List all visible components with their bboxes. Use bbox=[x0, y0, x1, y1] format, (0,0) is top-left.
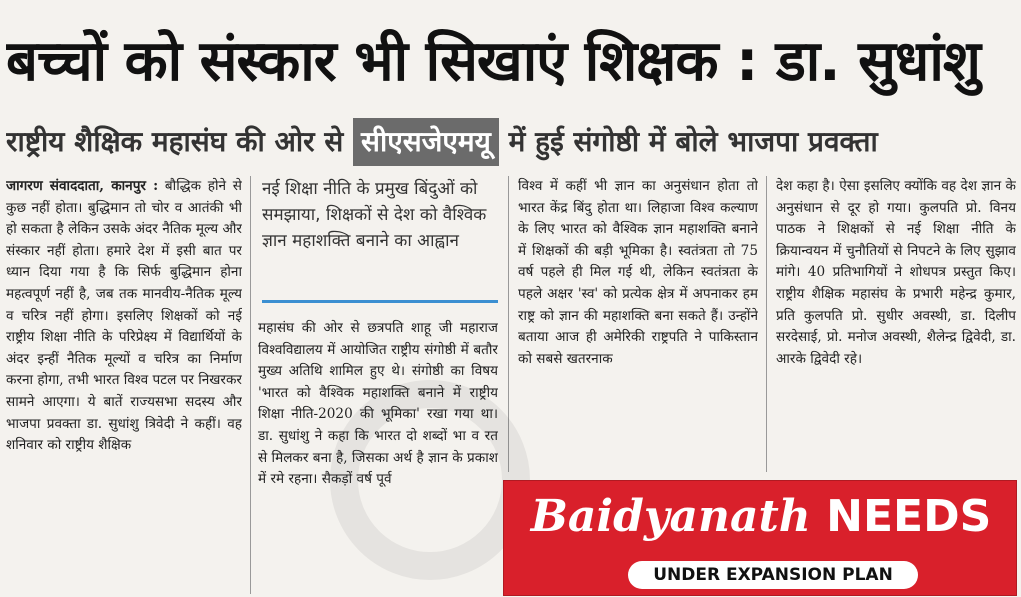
article-text-4: देश कहा है। ऐसा इसलिए क्योंकि वह देश ज्ञान के अनुसंधान से दूर हो गया। कुलपति प्रो. विनय पाठक ने शिक्षकों से नई शिक्षा नीति के क्रियान्वयन में चुनौतियों से निपटने के लिए सुझाव मांगे। 40 प्रतिभागियों ने शोधपत्र प्रस्तुत किए। राष्ट्रीय शैक्षिक महासंघ के प्रभारी महेन्द्र कुमार, प्रति कुलपति प्रो. सुधीर अवस्थी, डा. दिलीप सरदेसाई, प्रो. मनोज अवस्थी, शैलेन्द्र द्विवेदी, डा. आरके द्विवेदी रहे। bbox=[776, 178, 1016, 367]
column-divider bbox=[508, 176, 509, 472]
article-column-4 bbox=[776, 176, 1016, 466]
article-text-2: महासंघ की ओर से छत्रपति शाहू जी महाराज विश्वविद्यालय में आयोजित राष्ट्रीय संगोष्ठी में बतौर मुख्य अतिथि शामिल हुए थे। संगोष्ठी का विषय 'भारत को वैश्विक महाशक्ति बनाने में राष्ट्रीय शिक्षा नीति-2020 की भूमिका' रखा गया था। डा. सुधांशु ने कहा कि भारत दो शब्दों भा व रत से मिलकर बना है, जिसका अर्थ है ज्ञान के प्रकाश में रमे रहना। सैकड़ों वर्ष पूर्व bbox=[258, 320, 498, 488]
column-divider bbox=[250, 176, 251, 594]
article-column-2 bbox=[258, 318, 498, 594]
pull-quote: नई शिक्षा नीति के प्रमुख बिंदुओं को समझाया, शिक्षकों से देश को वैश्विक ज्ञान महाशक्ति बनाने का आह्वान bbox=[262, 179, 487, 251]
subheadline bbox=[6, 118, 1016, 166]
ad-brand-suffix: NEEDS bbox=[826, 491, 992, 542]
article-column-1 bbox=[6, 176, 242, 594]
subhead-after: में हुई संगोष्ठी में बोले भाजपा प्रवक्ता bbox=[508, 125, 878, 158]
article-text-1: बौद्धिक होने से कुछ नहीं होता। बुद्धिमान तो चोर व आतंकी भी हो सकता है लेकिन उसके अंदर नैतिक मूल्य और संस्कार नहीं होता। हमारे देश में इसी बात पर ध्यान दिया गया है कि सिर्फ बुद्धिमान होना महत्वपूर्ण नहीं है, जब तक मानवीय-नैतिक मूल्य व चरित्र नहीं होगा। इसलिए शिक्षकों को नई राष्ट्रीय शिक्षा नीति के परिप्रेक्ष्य में विद्यार्थियों के अंदर इन्हीं नैतिक मूल्यों व चरित्र का निर्माण करना होगा, तभी भारत विश्व पटल पर निखरकर सामने आएगा। ये बातें राज्यसभा सदस्य और भाजपा प्रवक्ता डा. सुधांशु त्रिवेदी ने कहीं। वह शनिवार को राष्ट्रीय शैक्षिक bbox=[6, 178, 242, 454]
ad-tagline: UNDER EXPANSION PLAN bbox=[628, 561, 918, 589]
headline: बच्चों को संस्कार भी सिखाएं शिक्षक : डा. सुधांशु bbox=[6, 29, 980, 94]
byline: जागरण संवाददाता, कानपुर : bbox=[6, 178, 159, 194]
pull-quote-rule bbox=[262, 300, 498, 303]
subhead-before: राष्ट्रीय शैक्षिक महासंघ की ओर से bbox=[6, 125, 344, 158]
article-column-3 bbox=[518, 176, 758, 466]
subhead-highlight: सीएसजेएमयू bbox=[353, 118, 499, 166]
ad-brand bbox=[504, 489, 1018, 545]
ad-brand-name: Baidyanath bbox=[530, 491, 811, 542]
article-text-3: विश्व में कहीं भी ज्ञान का अनुसंधान होता तो भारत केंद्र बिंदु होता था। लिहाजा विश्व कल्याण के लिए भारत को वैश्विक ज्ञान महाशक्ति बनाने में शिक्षकों की बड़ी भूमिका है। स्वतंत्रता तो 75 वर्ष पहले ही मिल गई थी, लेकिन स्वतंत्रता के पहले अक्षर 'स्व' को प्रत्येक क्षेत्र में अपनाकर हम राष्ट्र को ज्ञान की महाशक्ति बना सकते हैं। उन्होंने बताया आज ही अमेरिकी राष्ट्रपति ने पाकिस्तान को सबसे खतरनाक bbox=[518, 178, 758, 367]
advertisement-banner[interactable] bbox=[503, 480, 1017, 596]
column-divider bbox=[766, 176, 767, 472]
